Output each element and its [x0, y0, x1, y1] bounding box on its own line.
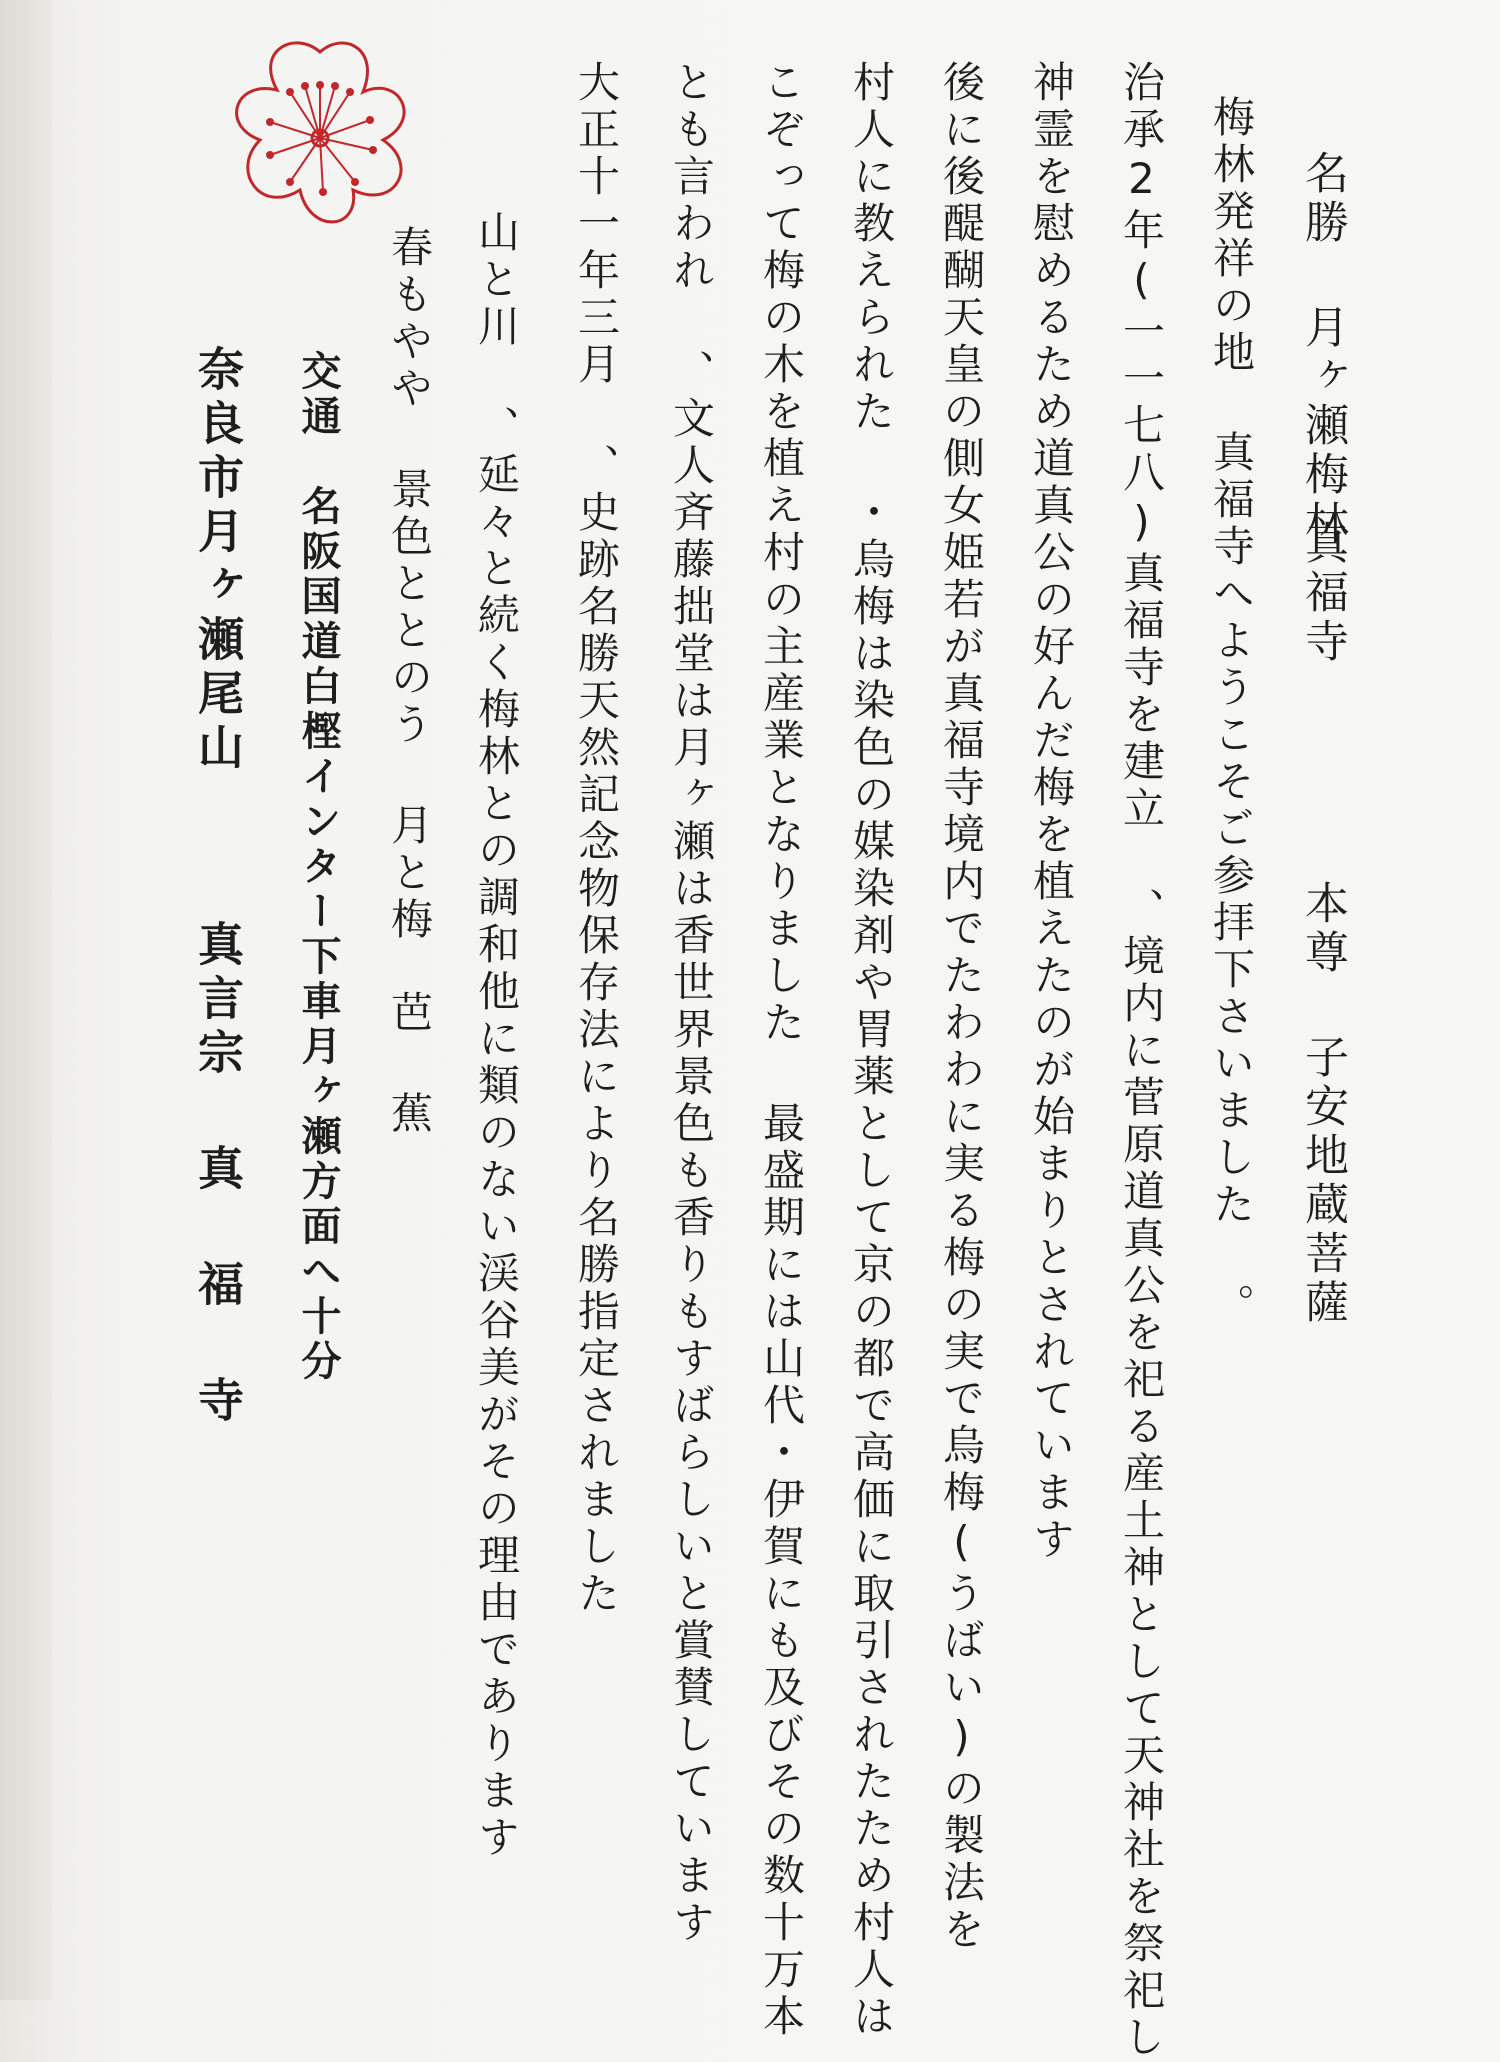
temple-signature: 真言宗 真 福 寺: [191, 920, 245, 1430]
welcome-lead: 梅林発祥の地: [1207, 95, 1256, 377]
paragraph-line: 後に後醍醐天皇の側女姫若が真福寺境内でたわわに実る梅の実で烏梅(うばい)の製法を: [937, 60, 986, 1954]
address: 奈良市月ヶ瀬尾山: [191, 345, 245, 777]
page-edge: [0, 0, 52, 2000]
paragraph-line: 村人に教えられた ・烏梅は染色の媒染剤や胃薬として京の都で高価に取引されたため村人は: [847, 60, 896, 2041]
haiku-text: 春もやや 景色ととのう 月と梅: [385, 225, 434, 944]
paragraph-line: 大正十一年三月 、史跡名勝天然記念物保存法により名勝指定されました: [572, 60, 621, 1618]
heading-honzon: 本尊 子安地蔵菩薩: [1297, 880, 1348, 1328]
access-label: 交通: [295, 350, 342, 440]
haiku-author: 芭 蕉: [385, 990, 434, 1138]
paragraph-line: こぞって梅の木を植え村の主産業となりました 最盛期には山代・伊賀にも及びその数十万本: [757, 60, 806, 2041]
heading-temple: 真福寺: [1297, 520, 1348, 667]
paragraph-line: 山と川 、延々と続く梅林との調和他に類のない渓谷美がその理由であります: [472, 210, 521, 1862]
heading-title: 名勝 月ヶ瀬梅林: [1297, 150, 1348, 549]
access-text: 名阪国道白樫インター下車月ヶ瀬方面へ十分: [295, 485, 342, 1385]
paragraph-line: とも言われ 、文人斉藤拙堂は月ヶ瀬は香世界景色も香りもすばらしいと賞賛しています: [667, 60, 716, 1947]
paragraph-line: 治承2年(一一七八)真福寺を建立 、境内に菅原道真公を祀る産土神として天神社を祭祀し: [1117, 60, 1166, 2062]
welcome-text: 真福寺へようこそご参拝下さいました 。: [1207, 430, 1256, 1330]
plum-blossom-icon: [215, 30, 425, 240]
paragraph-line: 神霊を慰めるため道真公の好んだ梅を植えたのが始まりとされています: [1027, 60, 1076, 1564]
